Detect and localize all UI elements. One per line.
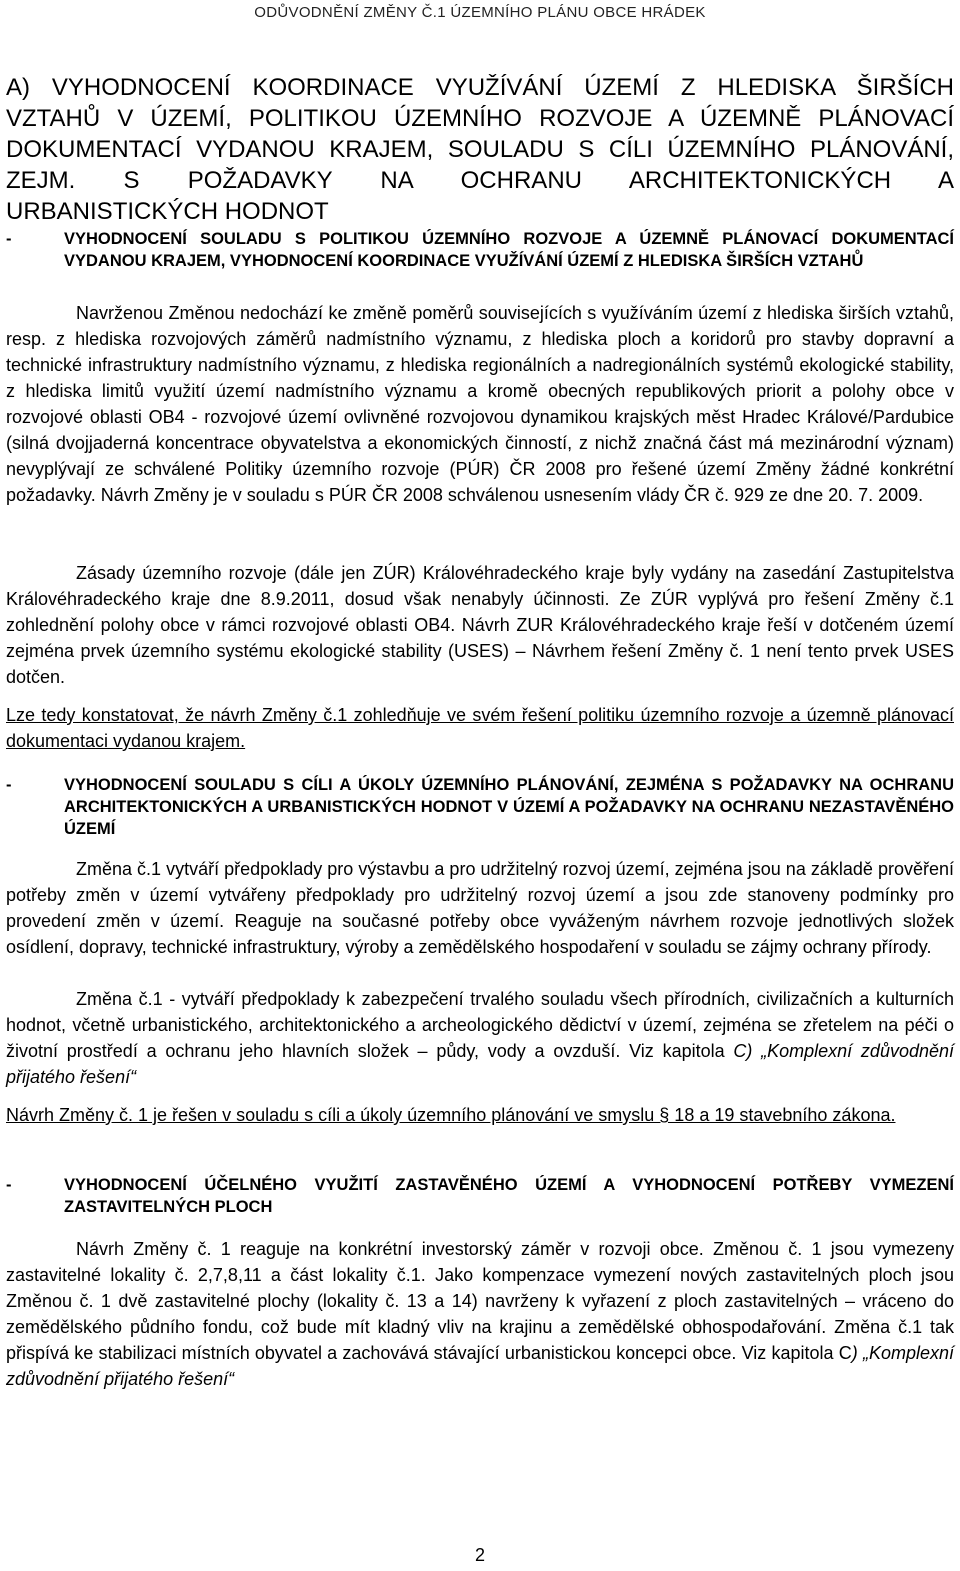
paragraph <box>6 560 954 690</box>
conclusion-paragraph: Lze tedy konstatovat, že návrh Změny č.1 zohledňuje ve svém řešení politiku územního rozvoje a územně plánovací dokumentaci vydanou krajem. <box>6 705 954 751</box>
paragraph-text: Změna č.1 - vytváří předpoklady k zabezpečení trvalého souladu všech přírodních, civilizačních a kulturních hodnot, včetně urbanistického, architektonického a archeologického dědictví v území, zejména se zřetelem na péči o životní prostředí a ochranu jeho hlavních složek – půdy, vody a ovzduší. Viz kapitola <box>6 989 954 1061</box>
list-dash: - <box>6 776 12 794</box>
paragraph-text: Zásady územního rozvoje (dále jen ZÚR) Královéhradeckého kraje byly vydány na zasedání Zastupitelstva Královéhradeckého kraje dne 8.9.2011, dosud však nenabyly účinnosti. Ze ZÚR vyplývá pro řešení Změny č.1 zohlednění polohy obce v rámci rozvojové oblasti OB4. Návrh ZUR Královéhradeckého kraje řeší v dotčeném území zejména prvek územního systému ekologické stability (USES) – Návrhem řešení Změny č. 1 není tento prvek USES dotčen. <box>6 563 954 687</box>
chapter-reference: ) „Komplexní zdůvodnění přijatého řešení“ <box>6 1343 954 1389</box>
list-dash: - <box>6 230 12 248</box>
page-number: 2 <box>474 1545 485 1565</box>
subsection-3-heading <box>6 1174 954 1218</box>
subsection-1-heading <box>6 228 954 272</box>
paragraph <box>6 1236 954 1392</box>
list-dash: - <box>6 1176 12 1194</box>
conclusion-paragraph: Návrh Změny č. 1 je řešen v souladu s cíli a úkoly územního plánování ve smyslu § 18 a 19 stavebního zákona. <box>6 1105 896 1125</box>
subsection-2-heading-text: VYHODNOCENÍ SOULADU S CÍLI A ÚKOLY ÚZEMNÍHO PLÁNOVÁNÍ, ZEJMÉNA S POŽADAVKY NA OCHRANU ARCHITEKTONICKÝCH A URBANISTICKÝCH HODNOT V ÚZEMÍ A POŽADAVKY NA OCHRANU NEZASTAVĚNÉHO ÚZEMÍ <box>64 776 954 838</box>
paragraph-text: Změna č.1 vytváří předpoklady pro výstavbu a pro udržitelný rozvoj území, zejména jsou na základě prověření potřeby změn v území vytvářeny předpoklady pro udržitelný rozvoj území a jsou zde stanoveny podmínky pro provedení změn v území. Reaguje na současné potřeby obce vyváženým návrhem rozvoje jednotlivých složek osídlení, dopravy, technické infrastruktury, výroby a zemědělského hospodaření v souladu se zájmy ochrany přírody. <box>6 859 954 957</box>
subsection-3-heading-text: VYHODNOCENÍ ÚČELNÉHO VYUŽITÍ ZASTAVĚNÉHO ÚZEMÍ A VYHODNOCENÍ POTŘEBY VYMEZENÍ ZASTAVITELNÝCH PLOCH <box>64 1176 954 1216</box>
paragraph-text: Navrženou Změnou nedochází ke změně poměrů souvisejících s využíváním území z hlediska širších vztahů, resp. z hlediska rozvojových záměrů nadmístního významu, z hlediska ploch a koridorů pro stavby dopravní a technické infrastruktury nadmístního významu, z hlediska regionálních a nadregionálních systémů ekologické stability, z hlediska limitů využití území nadmístního významu a kromě obecných republikových priorit a polohy obce v rozvojové oblasti OB4 - rozvojové území ovlivněné rozvojovou dynamikou krajských měst Hradec Králové/Pardubice (silná dvojjaderná koncentrace obyvatelstva a ekonomických činností, z nichž značná část má mezinárodní význam) nevyplývají ze schválené Politiky územního rozvoje (PÚR) ČR 2008 pro řešené území Změny žádné konkrétní požadavky. Návrh Změny je v souladu s PÚR ČR 2008 schválenou usnesením vlády ČR č. 929 ze dne 20. 7. 2009. <box>6 303 954 505</box>
section-a-title-line: DOKUMENTACÍ VYDANOU KRAJEM, SOULADU S CÍLI ÚZEMNÍHO PLÁNOVÁNÍ, <box>6 136 954 163</box>
paragraph <box>6 986 954 1090</box>
paragraph <box>6 300 954 508</box>
section-a-title <box>6 72 954 227</box>
section-a-title-line: ZEJM. S POŽADAVKY NA OCHRANU ARCHITEKTONICKÝCH A <box>6 167 954 194</box>
subsection-2-heading <box>6 774 954 840</box>
paragraph <box>6 856 954 960</box>
subsection-1-heading-text: VYHODNOCENÍ SOULADU S POLITIKOU ÚZEMNÍHO ROZVOJE A ÚZEMNĚ PLÁNOVACÍ DOKUMENTACÍ VYDANOU KRAJEM, VYHODNOCENÍ KOORDINACE VYUŽÍVÁNÍ ÚZEMÍ Z HLEDISKA ŠIRŠÍCH VZTAHŮ <box>64 230 954 270</box>
section-a-title-line: URBANISTICKÝCH HODNOT <box>6 198 329 225</box>
paragraph-text: Návrh Změny č. 1 reaguje na konkrétní investorský záměr v rozvoji obce. Změnou č. 1 jsou vymezeny zastavitelné lokality č. 2,7,8,11 a část lokality č.1. Jako kompenzace vymezení nových zastavitelných ploch jsou Změnou č. 1 dvě zastavitelné plochy (lokality č. 13 a 14) navrženy k vyřazení z ploch zastavitelných – vráceno do zemědělského půdního fondu, což bude mít kladný vliv na krajinu a zemědělské obhospodařování. Změna č.1 tak přispívá ke stabilizaci místních obyvatel a zachovává stávající urbanistickou koncepci obce. Viz kapitola C <box>6 1239 954 1363</box>
section-a-title-line: A) VYHODNOCENÍ KOORDINACE VYUŽÍVÁNÍ ÚZEMÍ Z HLEDISKA ŠIRŠÍCH <box>6 74 954 101</box>
section-a-title-line: VZTAHŮ V ÚZEMÍ, POLITIKOU ÚZEMNÍHO ROZVOJE A ÚZEMNĚ PLÁNOVACÍ <box>6 105 954 132</box>
chapter-reference: C) „Komplexní zdůvodnění přijatého řešení“ <box>6 1041 955 1087</box>
running-header: ODŮVODNĚNÍ ZMĚNY Č.1 ÚZEMNÍHO PLÁNU OBCE HRÁDEK <box>254 4 706 21</box>
